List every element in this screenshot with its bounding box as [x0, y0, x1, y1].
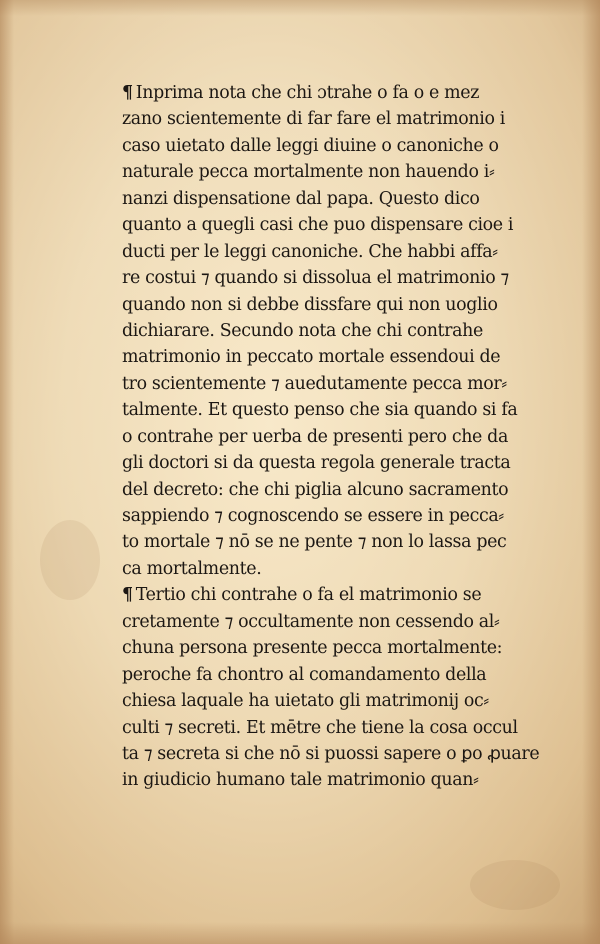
paper-stain	[470, 860, 560, 910]
printed-text-block	[122, 80, 542, 794]
text-line: nanzi dispensatione dal papa. Questo dico	[122, 188, 480, 209]
text-line: matrimonio in peccato mortale essendoui de	[122, 347, 501, 368]
text-line: ¶ Inprima nota che chi ɔtrahe o fa o e mez	[122, 83, 480, 103]
text-line: caso uietato dalle leggi diuine o canoniche o	[122, 135, 499, 156]
paper-stain	[40, 520, 100, 600]
text-line: del decreto: che chi piglia alcuno sacramento	[122, 479, 509, 500]
text-line: quanto a quegli casi che puo dispensare cioe i	[122, 215, 514, 236]
text-line: zano scientemente di far fare el matrimonio i	[122, 109, 505, 130]
text-line: in giudicio humano tale matrimonio quan⸗	[122, 770, 479, 791]
text-line: ta ⁊ secreta si che nō si puossi sapere o ꝑo ꝓuare	[122, 743, 540, 764]
text-line: peroche fa chontro al comandamento della	[122, 664, 487, 685]
text-line: quando non si debbe dissfare qui non uoglio	[122, 294, 498, 315]
paper-edge-right	[582, 0, 600, 944]
text-line: tro scientemente ⁊ auedutamente pecca mor⸗	[122, 373, 507, 394]
paragraph-mark: ¶	[122, 83, 133, 103]
text-line: naturale pecca mortalmente non hauendo i⸗	[122, 162, 495, 183]
text-line: to mortale ⁊ nō se ne pente ⁊ non lo lassa pec	[122, 532, 507, 553]
text-line: o contrahe per uerba de presenti pero che da	[122, 426, 508, 447]
text-line: ducti per le leggi canoniche. Che habbi affa⸗	[122, 241, 498, 262]
text-line: ¶ Tertio chi contrahe o fa el matrimonio se	[122, 585, 482, 606]
paper-edge-left	[0, 0, 14, 944]
text-line: ca mortalmente.	[122, 558, 262, 579]
text-line: talmente. Et questo penso che sia quando si fa	[122, 400, 518, 421]
text-line: cretamente ⁊ occultamente non cessendo al⸗	[122, 611, 500, 632]
text-line: dichiarare. Secundo nota che chi contrahe	[122, 320, 483, 341]
text-line: chiesa laquale ha uietato gli matrimonij oc⸗	[122, 691, 489, 712]
text-line: re costui ⁊ quando si dissolua el matrimonio ⁊	[122, 268, 509, 289]
text-line: culti ⁊ secreti. Et mētre che tiene la cosa occul	[122, 717, 518, 738]
paper-edge-bottom	[0, 922, 600, 944]
paragraph-mark: ¶	[122, 585, 133, 606]
paper-edge-top	[0, 0, 600, 16]
text-line: chuna persona presente pecca mortalmente:	[122, 638, 503, 659]
text-line: gli doctori si da questa regola generale tracta	[122, 453, 511, 474]
text-line: sappiendo ⁊ cognoscendo se essere in pecca⸗	[122, 506, 504, 526]
